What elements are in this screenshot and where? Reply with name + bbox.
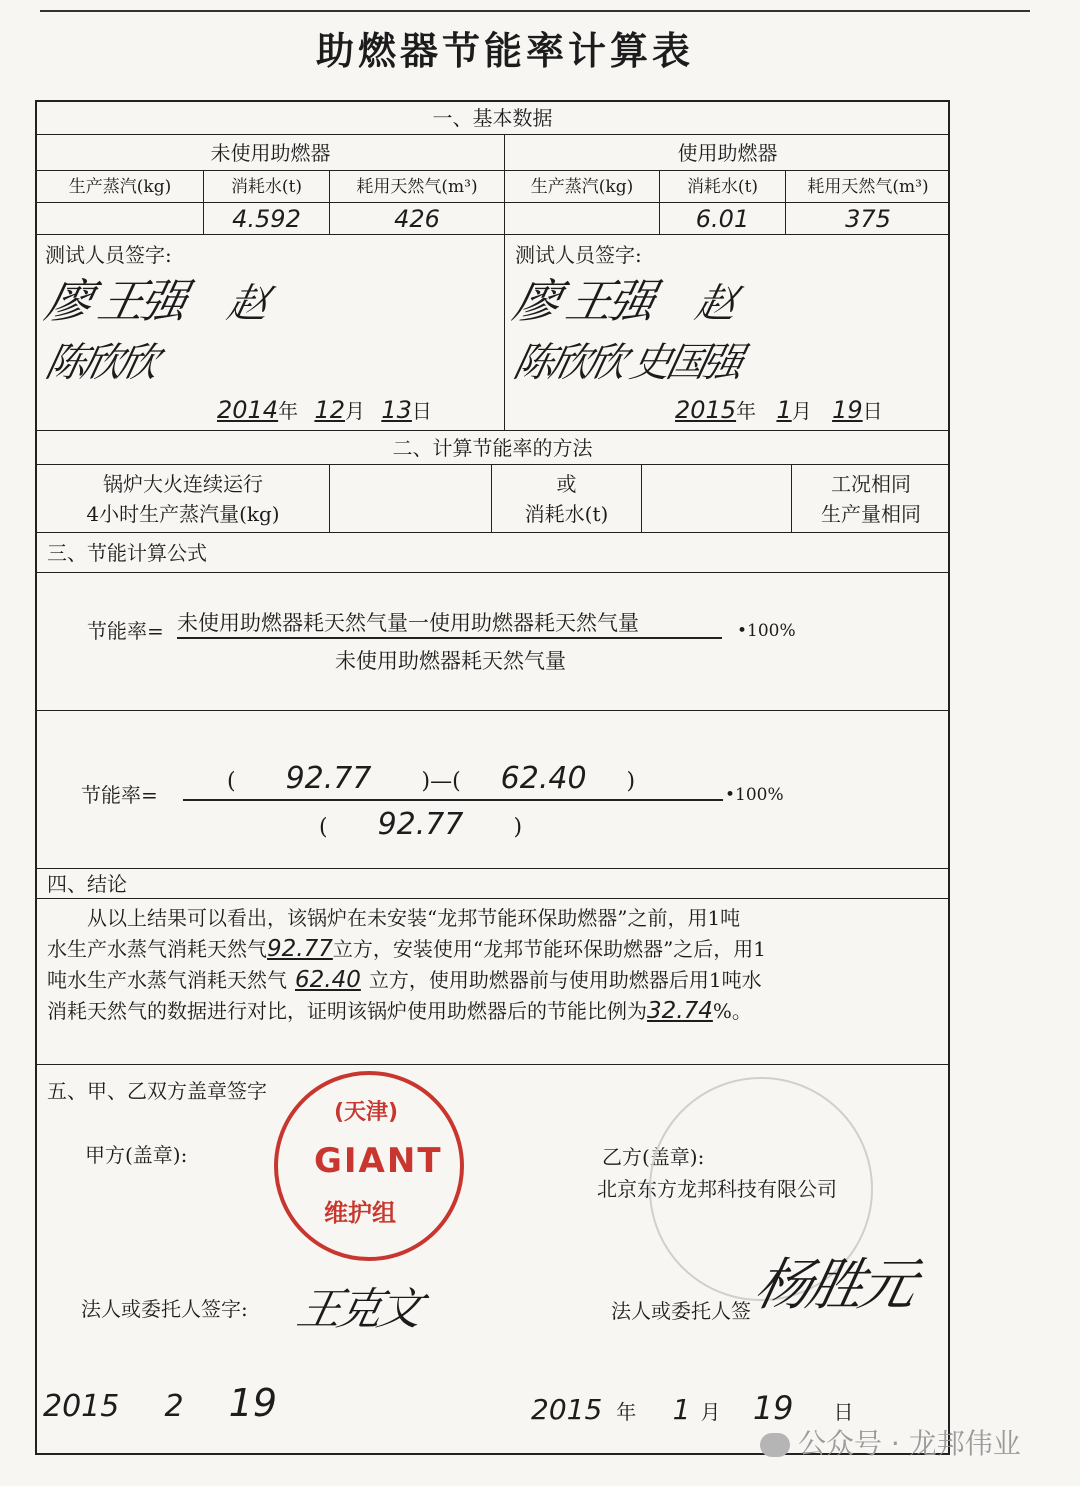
method-blank-cell [329, 465, 491, 533]
before-signatures [40, 265, 269, 388]
section1-heading: 一、基本数据 [432, 106, 553, 130]
top-rule [40, 10, 1030, 12]
before-gas-value: 426 [329, 203, 504, 235]
page-title: 助燃器节能率计算表 [315, 28, 694, 73]
calc-numerator: ( 92.77 )—( 62.40 ) [227, 761, 636, 796]
formula-numerator: 未使用助燃器耗天然气量一使用助燃器耗天然气量 [177, 611, 639, 635]
party-a-signature [292, 1273, 424, 1337]
formula-times: •100% [737, 621, 796, 641]
calc-value-a: 92.77 [285, 761, 372, 796]
section4-heading: 四、结论 [37, 868, 948, 898]
conclusion-value-before: 92.77 [267, 936, 333, 962]
party-b-signature [749, 1241, 919, 1321]
party-b-company: 北京东方龙邦科技有限公司 [597, 1177, 837, 1201]
calc-value-den: 92.77 [377, 807, 464, 842]
party-b-sign-label: 法人或委托人签 [611, 1299, 751, 1323]
signature-image: 陈欣欣 史国强 [509, 340, 744, 386]
signature-image: 廖 王强 [40, 274, 189, 328]
signature-image: 王克文 [292, 1284, 424, 1335]
signature-image: 廖 王强 [508, 274, 657, 328]
section3-heading: 三、节能计算公式 [37, 532, 948, 572]
after-col-steam: 生产蒸汽(kg) [504, 171, 659, 203]
after-signature-cell [504, 235, 950, 431]
tester-signature-row [37, 234, 948, 430]
formula-row [37, 572, 948, 710]
after-gas-value: 375 [785, 203, 950, 235]
calc-value-b: 62.40 [500, 761, 587, 796]
method-blank-cell [641, 465, 791, 533]
party-a-date: 2015 2 19 [43, 1381, 277, 1425]
calculation-form [35, 100, 950, 1455]
after-col-water: 消耗水(t) [659, 171, 785, 203]
fraction-bar [177, 637, 722, 639]
party-a-red-stamp: (天津) GIANT 维护组 [274, 1071, 464, 1261]
before-label: 未使用助燃器 [210, 141, 331, 165]
conclusion-value-after: 62.40 [295, 967, 361, 993]
signature-image: 赵 [223, 281, 269, 327]
section5-heading: 五、甲、乙双方盖章签字 [47, 1079, 267, 1103]
signature-image: 杨胜元 [749, 1253, 919, 1318]
party-a-sign-label: 法人或委托人签字: [81, 1297, 248, 1321]
formula-label: 节能率= [87, 619, 164, 643]
before-col-gas: 耗用天然气(m³) [329, 171, 504, 203]
calc-times: •100% [725, 785, 784, 805]
group-label-row [37, 134, 948, 170]
fraction-bar [183, 799, 723, 801]
calc-label: 节能率= [81, 783, 158, 807]
seal-signature-section [37, 1064, 948, 1455]
after-test-date: 2015年 1月 19日 [675, 396, 883, 424]
value-row [37, 202, 948, 234]
before-water-value: 4.592 [203, 203, 329, 235]
section2-heading: 二、计算节能率的方法 [37, 430, 948, 464]
conclusion-saving-rate: 32.74 [647, 998, 713, 1024]
after-col-gas: 耗用天然气(m³) [785, 171, 950, 203]
signature-image: 陈欣欣 [41, 340, 160, 386]
party-b-label: 乙方(盖章): [602, 1145, 705, 1169]
watermark: 公众号 · 龙邦伟业 [760, 1422, 1021, 1462]
party-a-label: 甲方(盖章): [85, 1143, 188, 1167]
method-water-cell: 或 消耗水(t) [491, 465, 641, 533]
after-steam-value [504, 203, 659, 235]
after-water-value: 6.01 [659, 203, 785, 235]
calculation-row [37, 710, 948, 868]
wechat-icon [760, 1433, 790, 1457]
conclusion-text: 从以上结果可以看出，该锅炉在未安装“龙邦节能环保助燃器”之前，用1吨 水生产水蒸气消耗天然气92.77立方，安装使用“龙邦节能环保助燃器”之后，用1 吨水生产水蒸气消耗天然气 62.40 立方，使用助燃器前与使用助燃器后用1吨水 消耗天然气的数据进行对比，证明该锅炉使用助燃器后的节能比例为32.74%。 [37, 898, 948, 1064]
method-steam-cell: 锅炉大火连续运行 4小时生产蒸汽量(kg) [86, 472, 280, 526]
before-col-steam: 生产蒸汽(kg) [68, 177, 172, 197]
calc-denominator: ( 92.77 ) [319, 807, 523, 842]
before-col-water: 消耗水(t) [203, 171, 329, 203]
method-row [37, 464, 948, 532]
after-signatures [508, 265, 744, 388]
column-header-row [37, 170, 948, 202]
before-signers-label: 测试人员签字: [45, 243, 172, 267]
before-signature-cell [37, 235, 504, 431]
after-signers-label: 测试人员签字: [515, 243, 642, 267]
party-b-date: 2015 年 1 月 19 日 [531, 1389, 854, 1427]
before-test-date: 2014年 12月 13日 [217, 396, 432, 424]
method-condition-cell: 工况相同 生产量相同 [791, 465, 950, 533]
after-label: 使用助燃器 [504, 135, 950, 171]
signature-image: 赵 [691, 281, 737, 327]
formula-denominator: 未使用助燃器耗天然气量 [335, 649, 566, 673]
